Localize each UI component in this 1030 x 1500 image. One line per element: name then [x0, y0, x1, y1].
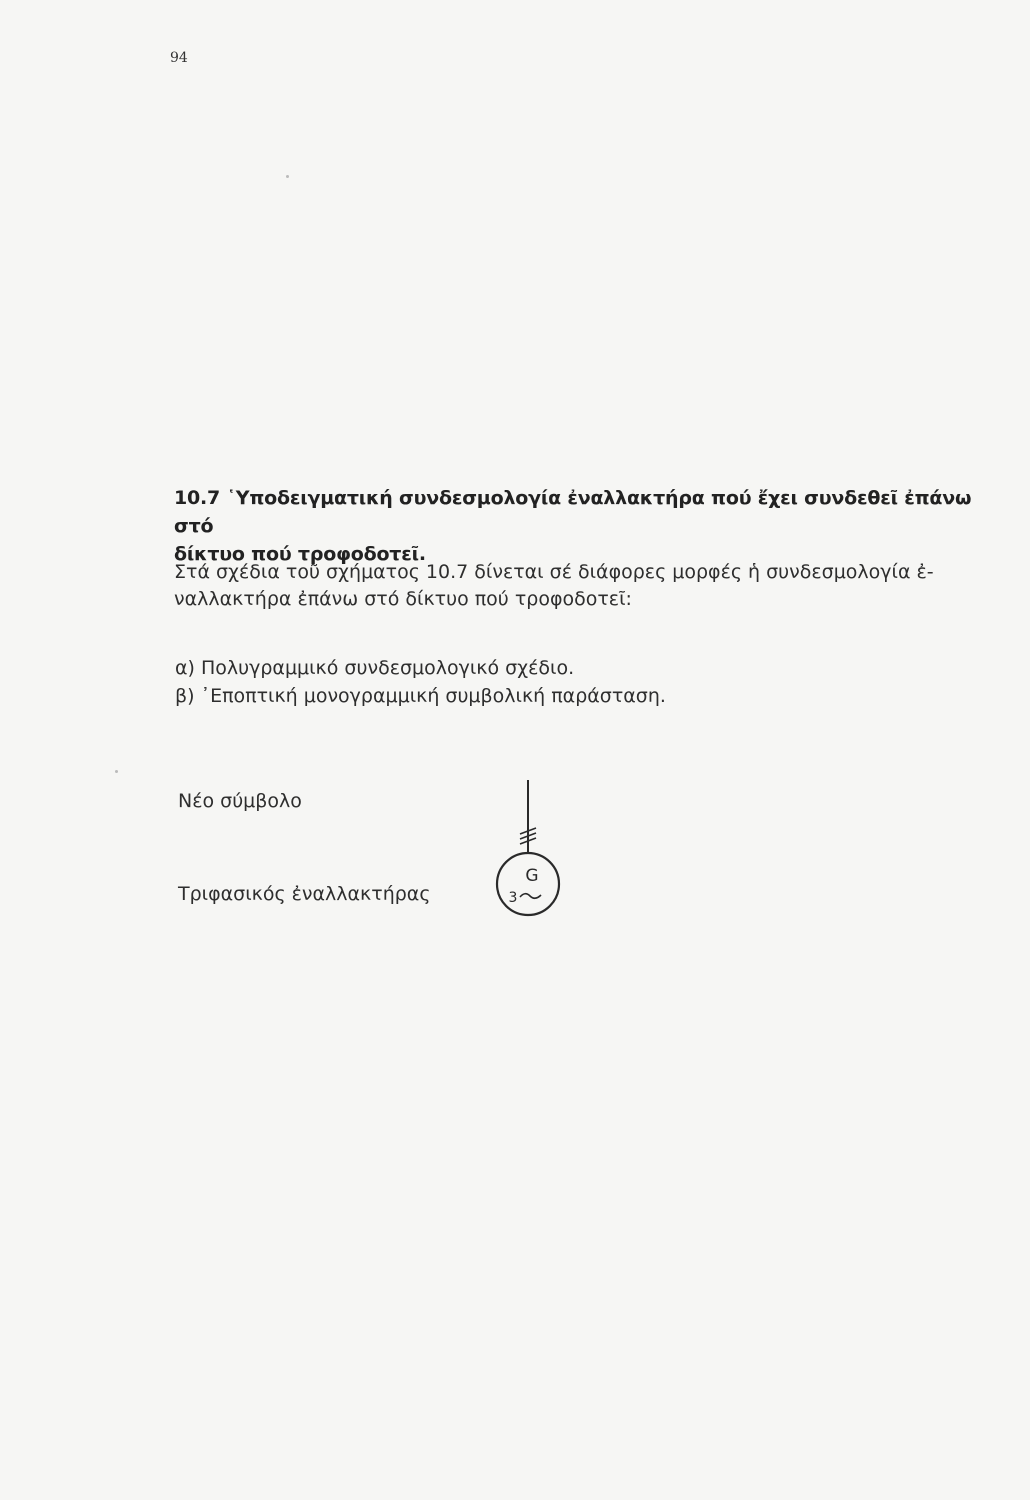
alternating-wave-icon — [520, 894, 541, 899]
scan-smudge — [115, 770, 118, 773]
generator-letter: G — [525, 866, 539, 886]
page-number: 94 — [170, 50, 188, 66]
section-heading — [174, 484, 1014, 568]
intro-paragraph-line-2: ναλλακτήρα ἐπάνω στό δίκτυο πού τροφοδοτεῖ: — [174, 588, 632, 610]
three-phase-generator-symbol — [480, 770, 590, 940]
section-heading-line-1: 10.7 ῾Υποδειγματική συνδεσμολογία ἐναλλακτήρα πού ἔχει συνδεθεῖ ἐπάνω στό — [174, 487, 972, 537]
label-new-symbol: Νέο σύμβολο — [178, 790, 302, 812]
label-three-phase-alternator: Τριφασικός ἐναλλακτήρας — [178, 883, 431, 905]
scan-smudge — [286, 175, 289, 178]
intro-paragraph-line-1: Στά σχέδια τοῦ σχήματος 10.7 δίνεται σέ διάφορες μορφές ἡ συνδεσμολογία ἐ- — [174, 561, 934, 583]
list-item-polyline-diagram: α) Πολυγραμμικό συνδεσμολογικό σχέδιο. — [175, 657, 575, 679]
phase-count: 3 — [508, 890, 518, 906]
section-heading-line-2: δίκτυο πού τροφοδοτεῖ. — [174, 543, 426, 565]
list-item-single-line-diagram: β) ᾿Εποπτική μονογραμμική συμβολική παράσταση. — [175, 685, 666, 707]
